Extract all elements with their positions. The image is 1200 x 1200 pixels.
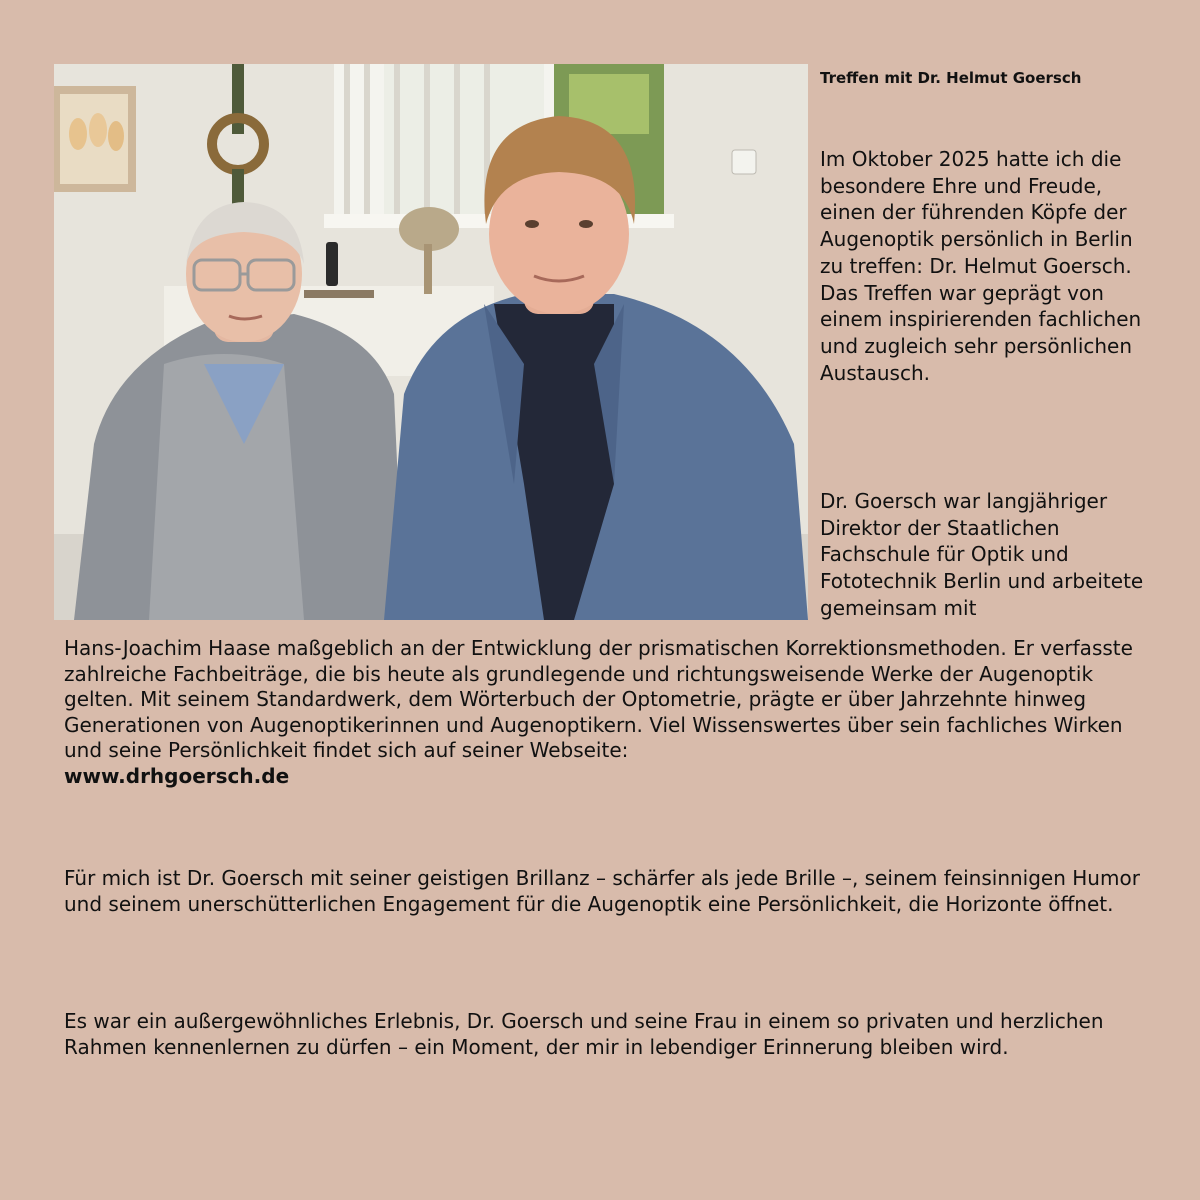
intro-paragraph: Im Oktober 2025 hatte ich die besondere Ehre und Freude, einen der führenden Köpfe der Augenoptik persönlich in Berlin zu treffen: Dr. Helmut Goersch. Das Treffen war geprägt von einem inspirierenden fachlichen und zugleich sehr persönlichen Austausch. <box>820 147 1142 385</box>
meeting-photo <box>54 64 808 620</box>
biography-paragraph <box>64 636 1144 789</box>
article-heading: Treffen mit Dr. Helmut Goersch <box>820 69 1082 87</box>
biography-paragraph-start: Dr. Goersch war langjähriger Direktor der Staatlichen Fachschule für Optik und Fototechnik Berlin und arbeitete gemeinsam mit <box>820 489 1144 620</box>
website-link[interactable]: www.drhgoersch.de <box>64 763 290 788</box>
biography-paragraph-continued: Hans-Joachim Haase maßgeblich an der Entwicklung der prismatischen Korrektionsmethoden. Er verfasste zahlreiche Fachbeiträge, die bis heute als grundlegende und richtungsweisende Werke der Augenoptik gelten. Mit seinem Standardwerk, dem Wörterbuch der Optometrie, prägte er über Jahrzehnte hinweg Generationen von Augenoptikerinnen und Augenoptikern. Viel Wissenswertes über sein fachliches Wirken und seine Persönlichkeit findet sich auf seiner Webseite: <box>64 636 1133 762</box>
closing-paragraph: Es war ein außergewöhnliches Erlebnis, Dr. Goersch und seine Frau in einem so privaten und herzlichen Rahmen kennenlernen zu dürfen – ein Moment, der mir in lebendiger Erinnerung bleiben wird. <box>64 1009 1104 1059</box>
tribute-paragraph: Für mich ist Dr. Goersch mit seiner geistigen Brillanz – schärfer als jede Brille –, seinem feinsinnigen Humor und seinem unerschütterlichen Engagement für die Augenoptik eine Persönlichkeit, die Horizonte öffnet. <box>64 866 1140 916</box>
